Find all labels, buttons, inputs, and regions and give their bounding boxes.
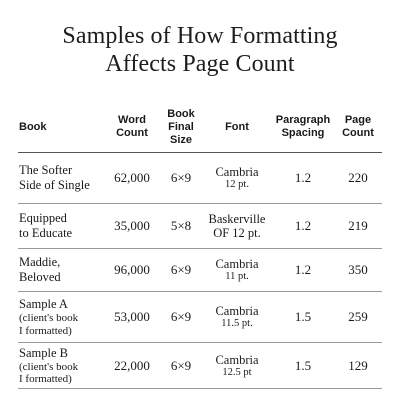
cell-word-count: 62,000 bbox=[104, 153, 160, 204]
table-row bbox=[18, 204, 382, 249]
cell-book: The Softer Side of Single bbox=[18, 153, 104, 204]
cell-final-size: 6×9 bbox=[160, 292, 202, 343]
cell-paragraph-spacing: 1.5 bbox=[272, 343, 334, 389]
cell-paragraph-spacing: 1.2 bbox=[272, 204, 334, 249]
header-page-count: Page Count bbox=[334, 102, 382, 153]
cell-book: Sample B (client's book I formatted) bbox=[18, 343, 104, 389]
table-row bbox=[18, 153, 382, 204]
header-font: Font bbox=[202, 102, 272, 153]
table-row bbox=[18, 343, 382, 389]
cell-paragraph-spacing: 1.5 bbox=[272, 292, 334, 343]
cell-final-size: 6×9 bbox=[160, 153, 202, 204]
cell-paragraph-spacing: 1.2 bbox=[272, 249, 334, 292]
page-title bbox=[0, 22, 400, 78]
cell-word-count: 53,000 bbox=[104, 292, 160, 343]
cell-font: Baskerville OF 12 pt. bbox=[202, 204, 272, 249]
cell-word-count: 35,000 bbox=[104, 204, 160, 249]
table-row bbox=[18, 249, 382, 292]
formatting-table bbox=[18, 102, 382, 389]
cell-page-count: 219 bbox=[334, 204, 382, 249]
header-final-size: Book Final Size bbox=[160, 102, 202, 153]
cell-page-count: 220 bbox=[334, 153, 382, 204]
cell-paragraph-spacing: 1.2 bbox=[272, 153, 334, 204]
table-row bbox=[18, 292, 382, 343]
cell-font: Cambria 12.5 pt bbox=[202, 343, 272, 389]
title-line-1: Samples of How Formatting bbox=[62, 23, 338, 49]
cell-book: Sample A (client's book I formatted) bbox=[18, 292, 104, 343]
cell-book: Maddie, Beloved bbox=[18, 249, 104, 292]
cell-font: Cambria 11 pt. bbox=[202, 249, 272, 292]
cell-page-count: 259 bbox=[334, 292, 382, 343]
cell-final-size: 6×9 bbox=[160, 249, 202, 292]
cell-page-count: 129 bbox=[334, 343, 382, 389]
header-row bbox=[18, 102, 382, 153]
cell-font: Cambria 11.5 pt. bbox=[202, 292, 272, 343]
cell-word-count: 96,000 bbox=[104, 249, 160, 292]
cell-final-size: 5×8 bbox=[160, 204, 202, 249]
header-word-count: Word Count bbox=[104, 102, 160, 153]
cell-book: Equipped to Educate bbox=[18, 204, 104, 249]
cell-font: Cambria 12 pt. bbox=[202, 153, 272, 204]
header-book: Book bbox=[18, 102, 104, 153]
cell-page-count: 350 bbox=[334, 249, 382, 292]
cell-word-count: 22,000 bbox=[104, 343, 160, 389]
title-line-2: Affects Page Count bbox=[105, 51, 295, 77]
header-paragraph-spacing: Paragraph Spacing bbox=[272, 102, 334, 153]
cell-final-size: 6×9 bbox=[160, 343, 202, 389]
